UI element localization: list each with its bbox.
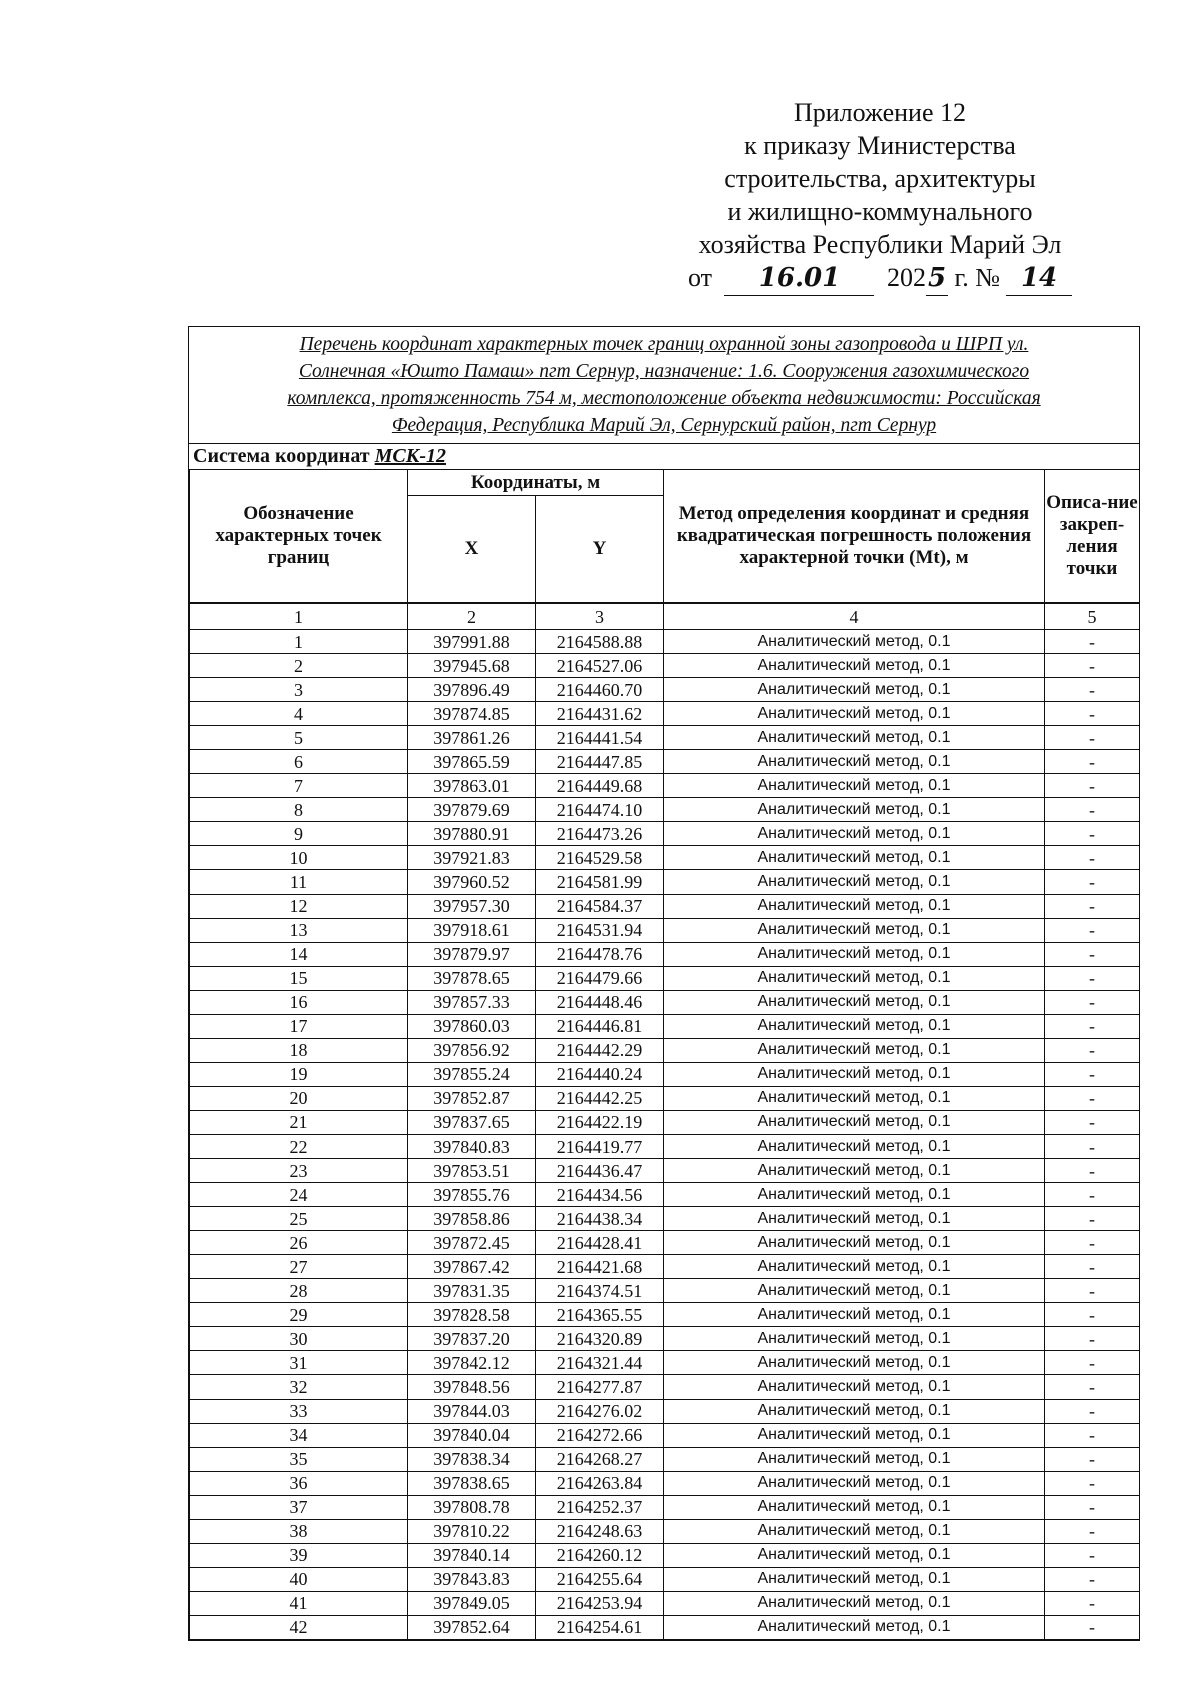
method-cell: Аналитический метод, 0.1 (664, 1471, 1045, 1495)
description-cell: - (1045, 1327, 1140, 1351)
number-prefix: г. № (954, 263, 1001, 292)
coordinates-frame (188, 326, 1140, 1641)
description-cell: - (1045, 1159, 1140, 1183)
method-cell: Аналитический метод, 0.1 (664, 1159, 1045, 1183)
title-line: комплекса, протяженность 754 м, местоположение объекта недвижимости: Российская (287, 388, 1041, 409)
table-row (190, 1134, 1140, 1158)
description-cell: - (1045, 1014, 1140, 1038)
method-cell: Аналитический метод, 0.1 (664, 1183, 1045, 1207)
method-cell: Аналитический метод, 0.1 (664, 1423, 1045, 1447)
table-row (190, 990, 1140, 1014)
description-cell: - (1045, 918, 1140, 942)
description-cell: - (1045, 750, 1140, 774)
year-prefix: 202 (886, 263, 926, 292)
x-coord-cell: 397840.04 (408, 1423, 536, 1447)
method-cell: Аналитический метод, 0.1 (664, 798, 1045, 822)
method-cell: Аналитический метод, 0.1 (664, 1255, 1045, 1279)
table-row (190, 1062, 1140, 1086)
x-coord-cell: 397879.97 (408, 942, 536, 966)
y-coord-cell: 2164252.37 (536, 1495, 664, 1519)
y-coord-cell: 2164374.51 (536, 1279, 664, 1303)
header-coords: Координаты, м (408, 470, 664, 496)
table-row (190, 1591, 1140, 1615)
description-cell: - (1045, 1591, 1140, 1615)
description-cell: - (1045, 1375, 1140, 1399)
point-id-cell: 15 (190, 966, 408, 990)
point-id-cell: 11 (190, 870, 408, 894)
method-cell: Аналитический метод, 0.1 (664, 1038, 1045, 1062)
column-number: 4 (664, 603, 1045, 630)
method-cell: Аналитический метод, 0.1 (664, 1591, 1045, 1615)
method-cell: Аналитический метод, 0.1 (664, 726, 1045, 750)
y-coord-cell: 2164441.54 (536, 726, 664, 750)
description-cell: - (1045, 1255, 1140, 1279)
y-coord-cell: 2164253.94 (536, 1591, 664, 1615)
x-coord-cell: 397808.78 (408, 1495, 536, 1519)
description-cell: - (1045, 1183, 1140, 1207)
table-row (190, 1399, 1140, 1423)
y-coord-cell: 2164320.89 (536, 1327, 664, 1351)
method-cell: Аналитический метод, 0.1 (664, 942, 1045, 966)
x-coord-cell: 397878.65 (408, 966, 536, 990)
description-cell: - (1045, 822, 1140, 846)
method-cell: Аналитический метод, 0.1 (664, 846, 1045, 870)
y-coord-cell: 2164442.29 (536, 1038, 664, 1062)
x-coord-cell: 397860.03 (408, 1014, 536, 1038)
y-coord-cell: 2164272.66 (536, 1423, 664, 1447)
header-method: Метод определения координат и средняя квадратическая погрешность положения характерной точки (Mt), м (664, 470, 1045, 604)
method-cell: Аналитический метод, 0.1 (664, 1567, 1045, 1591)
appendix-line: и жилищно-коммунального (727, 197, 1033, 226)
x-coord-cell: 397828.58 (408, 1303, 536, 1327)
y-coord-cell: 2164436.47 (536, 1159, 664, 1183)
description-cell: - (1045, 894, 1140, 918)
x-coord-cell: 397957.30 (408, 894, 536, 918)
description-cell: - (1045, 1207, 1140, 1231)
point-id-cell: 23 (190, 1159, 408, 1183)
point-id-cell: 39 (190, 1543, 408, 1567)
table-row (190, 1279, 1140, 1303)
point-id-cell: 14 (190, 942, 408, 966)
point-id-cell: 9 (190, 822, 408, 846)
title-line: Перечень координат характерных точек границ охранной зоны газопровода и ШРП ул. (299, 334, 1029, 355)
point-id-cell: 28 (190, 1279, 408, 1303)
table-row (190, 1255, 1140, 1279)
method-cell: Аналитический метод, 0.1 (664, 1327, 1045, 1351)
point-id-cell: 35 (190, 1447, 408, 1471)
order-date-line (640, 261, 1120, 296)
method-cell: Аналитический метод, 0.1 (664, 1303, 1045, 1327)
y-coord-cell: 2164365.55 (536, 1303, 664, 1327)
x-coord-cell: 397848.56 (408, 1375, 536, 1399)
method-cell: Аналитический метод, 0.1 (664, 966, 1045, 990)
y-coord-cell: 2164321.44 (536, 1351, 664, 1375)
appendix-line: хозяйства Республики Марий Эл (698, 230, 1062, 259)
point-id-cell: 30 (190, 1327, 408, 1351)
table-row (190, 1038, 1140, 1062)
point-id-cell: 8 (190, 798, 408, 822)
x-coord-cell: 397810.22 (408, 1519, 536, 1543)
point-id-cell: 27 (190, 1255, 408, 1279)
x-coord-cell: 397831.35 (408, 1279, 536, 1303)
point-id-cell: 16 (190, 990, 408, 1014)
y-coord-cell: 2164438.34 (536, 1207, 664, 1231)
table-row (190, 870, 1140, 894)
x-coord-cell: 397838.65 (408, 1471, 536, 1495)
y-coord-cell: 2164473.26 (536, 822, 664, 846)
order-date-handwritten: 16.01 (724, 262, 874, 296)
point-id-cell: 3 (190, 678, 408, 702)
y-coord-cell: 2164527.06 (536, 654, 664, 678)
x-coord-cell: 397844.03 (408, 1399, 536, 1423)
point-id-cell: 6 (190, 750, 408, 774)
description-cell: - (1045, 1062, 1140, 1086)
table-row (190, 1086, 1140, 1110)
appendix-line: к приказу Министерства (744, 131, 1016, 160)
point-id-cell: 12 (190, 894, 408, 918)
point-id-cell: 2 (190, 654, 408, 678)
method-cell: Аналитический метод, 0.1 (664, 1231, 1045, 1255)
method-cell: Аналитический метод, 0.1 (664, 750, 1045, 774)
table-row (190, 654, 1140, 678)
x-coord-cell: 397867.42 (408, 1255, 536, 1279)
column-number: 5 (1045, 603, 1140, 630)
order-year-handwritten: 5 (926, 262, 948, 296)
x-coord-cell: 397874.85 (408, 702, 536, 726)
table-row (190, 1327, 1140, 1351)
table-row (190, 1183, 1140, 1207)
y-coord-cell: 2164440.24 (536, 1062, 664, 1086)
description-cell: - (1045, 1231, 1140, 1255)
table-row (190, 1471, 1140, 1495)
y-coord-cell: 2164277.87 (536, 1375, 664, 1399)
method-cell: Аналитический метод, 0.1 (664, 918, 1045, 942)
table-row (190, 942, 1140, 966)
y-coord-cell: 2164581.99 (536, 870, 664, 894)
y-coord-cell: 2164268.27 (536, 1447, 664, 1471)
table-row (190, 1303, 1140, 1327)
table-row (190, 918, 1140, 942)
point-id-cell: 13 (190, 918, 408, 942)
x-coord-cell: 397880.91 (408, 822, 536, 846)
table-row (190, 678, 1140, 702)
description-cell: - (1045, 798, 1140, 822)
x-coord-cell: 397838.34 (408, 1447, 536, 1471)
description-cell: - (1045, 1447, 1140, 1471)
x-coord-cell: 397855.24 (408, 1062, 536, 1086)
y-coord-cell: 2164419.77 (536, 1134, 664, 1158)
point-id-cell: 24 (190, 1183, 408, 1207)
x-coord-cell: 397879.69 (408, 798, 536, 822)
description-cell: - (1045, 1351, 1140, 1375)
point-id-cell: 19 (190, 1062, 408, 1086)
point-id-cell: 38 (190, 1519, 408, 1543)
table-row (190, 750, 1140, 774)
table-row (190, 1519, 1140, 1543)
x-coord-cell: 397861.26 (408, 726, 536, 750)
description-cell: - (1045, 1038, 1140, 1062)
y-coord-cell: 2164584.37 (536, 894, 664, 918)
method-cell: Аналитический метод, 0.1 (664, 1495, 1045, 1519)
method-cell: Аналитический метод, 0.1 (664, 1399, 1045, 1423)
point-id-cell: 10 (190, 846, 408, 870)
table-row (190, 798, 1140, 822)
table-row (190, 630, 1140, 654)
x-coord-cell: 397852.87 (408, 1086, 536, 1110)
coordinates-table (189, 469, 1140, 1640)
y-coord-cell: 2164434.56 (536, 1183, 664, 1207)
description-cell: - (1045, 1086, 1140, 1110)
header-point: Обозначение характерных точек границ (190, 470, 408, 604)
method-cell: Аналитический метод, 0.1 (664, 870, 1045, 894)
description-cell: - (1045, 702, 1140, 726)
date-prefix: от (687, 263, 712, 292)
description-cell: - (1045, 678, 1140, 702)
description-cell: - (1045, 1110, 1140, 1134)
x-coord-cell: 397853.51 (408, 1159, 536, 1183)
title-line: Солнечная «Юшто Памаш» пгт Сернур, назначение: 1.6. Сооружения газохимического (298, 361, 1030, 382)
description-cell: - (1045, 1519, 1140, 1543)
point-id-cell: 32 (190, 1375, 408, 1399)
point-id-cell: 20 (190, 1086, 408, 1110)
description-cell: - (1045, 966, 1140, 990)
header-x: X (408, 496, 536, 604)
method-cell: Аналитический метод, 0.1 (664, 702, 1045, 726)
x-coord-cell: 397842.12 (408, 1351, 536, 1375)
x-coord-cell: 397991.88 (408, 630, 536, 654)
y-coord-cell: 2164448.46 (536, 990, 664, 1014)
point-id-cell: 34 (190, 1423, 408, 1447)
column-number: 3 (536, 603, 664, 630)
x-coord-cell: 397865.59 (408, 750, 536, 774)
method-cell: Аналитический метод, 0.1 (664, 1014, 1045, 1038)
method-cell: Аналитический метод, 0.1 (664, 1543, 1045, 1567)
table-row (190, 1014, 1140, 1038)
y-coord-cell: 2164442.25 (536, 1086, 664, 1110)
description-cell: - (1045, 990, 1140, 1014)
method-cell: Аналитический метод, 0.1 (664, 1375, 1045, 1399)
y-coord-cell: 2164529.58 (536, 846, 664, 870)
point-id-cell: 21 (190, 1110, 408, 1134)
point-id-cell: 29 (190, 1303, 408, 1327)
y-coord-cell: 2164422.19 (536, 1110, 664, 1134)
description-cell: - (1045, 870, 1140, 894)
description-cell: - (1045, 1399, 1140, 1423)
coordinate-system-value: МСК-12 (374, 445, 446, 467)
table-row (190, 1543, 1140, 1567)
description-cell: - (1045, 726, 1140, 750)
method-cell: Аналитический метод, 0.1 (664, 1615, 1045, 1639)
point-id-cell: 1 (190, 630, 408, 654)
method-cell: Аналитический метод, 0.1 (664, 1519, 1045, 1543)
x-coord-cell: 397855.76 (408, 1183, 536, 1207)
table-row (190, 1375, 1140, 1399)
x-coord-cell: 397945.68 (408, 654, 536, 678)
point-id-cell: 31 (190, 1351, 408, 1375)
y-coord-cell: 2164588.88 (536, 630, 664, 654)
x-coord-cell: 397918.61 (408, 918, 536, 942)
table-row (190, 1567, 1140, 1591)
point-id-cell: 26 (190, 1231, 408, 1255)
table-row (190, 1207, 1140, 1231)
table-row (190, 1495, 1140, 1519)
column-numbers-row (190, 603, 1140, 630)
x-coord-cell: 397857.33 (408, 990, 536, 1014)
description-cell: - (1045, 1567, 1140, 1591)
table-row (190, 846, 1140, 870)
point-id-cell: 42 (190, 1615, 408, 1639)
point-id-cell: 17 (190, 1014, 408, 1038)
y-coord-cell: 2164531.94 (536, 918, 664, 942)
x-coord-cell: 397856.92 (408, 1038, 536, 1062)
table-row (190, 1351, 1140, 1375)
x-coord-cell: 397858.86 (408, 1207, 536, 1231)
method-cell: Аналитический метод, 0.1 (664, 1351, 1045, 1375)
x-coord-cell: 397840.14 (408, 1543, 536, 1567)
description-cell: - (1045, 1495, 1140, 1519)
table-row (190, 1110, 1140, 1134)
document-title (189, 327, 1139, 444)
table-row (190, 726, 1140, 750)
y-coord-cell: 2164248.63 (536, 1519, 664, 1543)
y-coord-cell: 2164255.64 (536, 1567, 664, 1591)
description-cell: - (1045, 774, 1140, 798)
y-coord-cell: 2164449.68 (536, 774, 664, 798)
table-row (190, 894, 1140, 918)
x-coord-cell: 397872.45 (408, 1231, 536, 1255)
method-cell: Аналитический метод, 0.1 (664, 678, 1045, 702)
point-id-cell: 18 (190, 1038, 408, 1062)
method-cell: Аналитический метод, 0.1 (664, 822, 1045, 846)
y-coord-cell: 2164479.66 (536, 966, 664, 990)
appendix-header (640, 96, 1120, 296)
x-coord-cell: 397863.01 (408, 774, 536, 798)
coordinate-system (189, 444, 1139, 469)
y-coord-cell: 2164447.85 (536, 750, 664, 774)
table-row (190, 822, 1140, 846)
x-coord-cell: 397852.64 (408, 1615, 536, 1639)
title-line: Федерация, Республика Марий Эл, Сернурский район, пгт Сернур (391, 415, 937, 436)
method-cell: Аналитический метод, 0.1 (664, 774, 1045, 798)
header-description: Описа-ние закреп-ления точки (1045, 470, 1140, 604)
point-id-cell: 37 (190, 1495, 408, 1519)
description-cell: - (1045, 1134, 1140, 1158)
point-id-cell: 7 (190, 774, 408, 798)
table-row (190, 966, 1140, 990)
description-cell: - (1045, 942, 1140, 966)
point-id-cell: 36 (190, 1471, 408, 1495)
description-cell: - (1045, 1615, 1140, 1639)
y-coord-cell: 2164431.62 (536, 702, 664, 726)
y-coord-cell: 2164254.61 (536, 1615, 664, 1639)
method-cell: Аналитический метод, 0.1 (664, 654, 1045, 678)
table-body (190, 630, 1140, 1640)
point-id-cell: 5 (190, 726, 408, 750)
point-id-cell: 25 (190, 1207, 408, 1231)
method-cell: Аналитический метод, 0.1 (664, 1110, 1045, 1134)
y-coord-cell: 2164428.41 (536, 1231, 664, 1255)
appendix-line: Приложение 12 (793, 98, 967, 127)
order-number-handwritten: 14 (1006, 262, 1072, 296)
appendix-line: строительства, архитектуры (724, 164, 1036, 193)
table-row (190, 702, 1140, 726)
y-coord-cell: 2164474.10 (536, 798, 664, 822)
method-cell: Аналитический метод, 0.1 (664, 630, 1045, 654)
y-coord-cell: 2164260.12 (536, 1543, 664, 1567)
description-cell: - (1045, 630, 1140, 654)
x-coord-cell: 397896.49 (408, 678, 536, 702)
point-id-cell: 33 (190, 1399, 408, 1423)
y-coord-cell: 2164478.76 (536, 942, 664, 966)
description-cell: - (1045, 654, 1140, 678)
method-cell: Аналитический метод, 0.1 (664, 1447, 1045, 1471)
table-row (190, 1159, 1140, 1183)
x-coord-cell: 397837.65 (408, 1110, 536, 1134)
method-cell: Аналитический метод, 0.1 (664, 1086, 1045, 1110)
method-cell: Аналитический метод, 0.1 (664, 990, 1045, 1014)
x-coord-cell: 397921.83 (408, 846, 536, 870)
x-coord-cell: 397843.83 (408, 1567, 536, 1591)
point-id-cell: 22 (190, 1134, 408, 1158)
method-cell: Аналитический метод, 0.1 (664, 1279, 1045, 1303)
table-row (190, 1447, 1140, 1471)
x-coord-cell: 397849.05 (408, 1591, 536, 1615)
point-id-cell: 40 (190, 1567, 408, 1591)
y-coord-cell: 2164263.84 (536, 1471, 664, 1495)
description-cell: - (1045, 1423, 1140, 1447)
table-row (190, 1423, 1140, 1447)
description-cell: - (1045, 1303, 1140, 1327)
description-cell: - (1045, 846, 1140, 870)
table-row (190, 1615, 1140, 1639)
column-number: 2 (408, 603, 536, 630)
method-cell: Аналитический метод, 0.1 (664, 1134, 1045, 1158)
point-id-cell: 41 (190, 1591, 408, 1615)
coordinate-system-label: Система координат (193, 445, 370, 467)
table-row (190, 774, 1140, 798)
header-y: Y (536, 496, 664, 604)
y-coord-cell: 2164460.70 (536, 678, 664, 702)
x-coord-cell: 397837.20 (408, 1327, 536, 1351)
y-coord-cell: 2164421.68 (536, 1255, 664, 1279)
y-coord-cell: 2164276.02 (536, 1399, 664, 1423)
x-coord-cell: 397960.52 (408, 870, 536, 894)
description-cell: - (1045, 1471, 1140, 1495)
method-cell: Аналитический метод, 0.1 (664, 894, 1045, 918)
x-coord-cell: 397840.83 (408, 1134, 536, 1158)
method-cell: Аналитический метод, 0.1 (664, 1062, 1045, 1086)
method-cell: Аналитический метод, 0.1 (664, 1207, 1045, 1231)
description-cell: - (1045, 1279, 1140, 1303)
description-cell: - (1045, 1543, 1140, 1567)
table-row (190, 1231, 1140, 1255)
point-id-cell: 4 (190, 702, 408, 726)
column-number: 1 (190, 603, 408, 630)
y-coord-cell: 2164446.81 (536, 1014, 664, 1038)
